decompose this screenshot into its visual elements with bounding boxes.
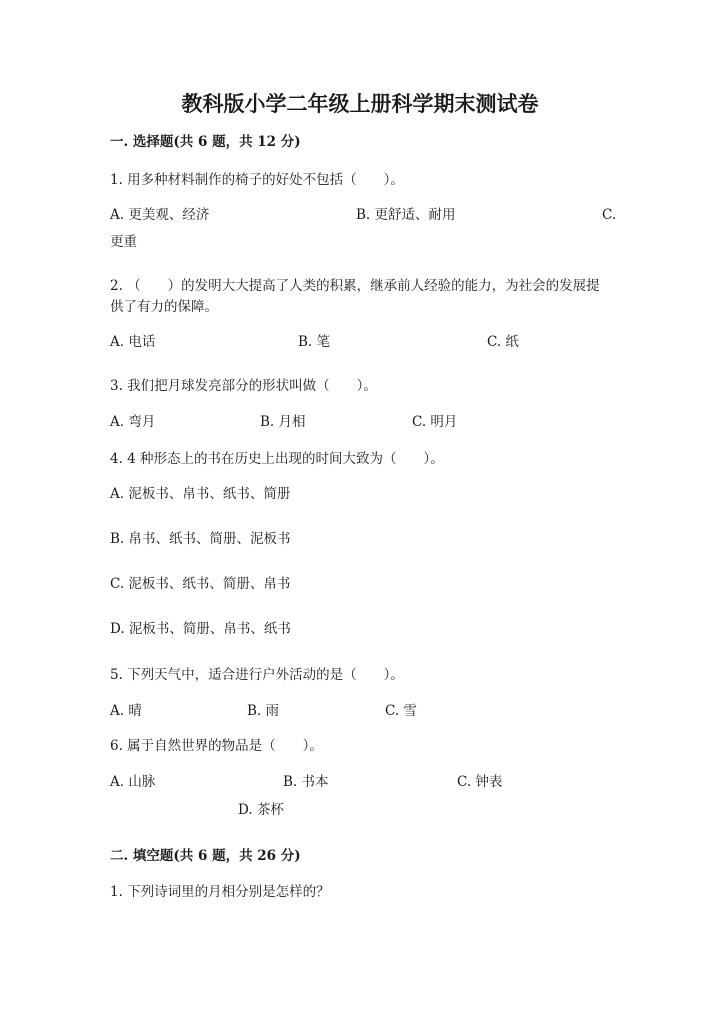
question-stem: 1. 用多种材料制作的椅子的好处不包括（ ）。 <box>110 172 404 188</box>
option: D. 泥板书、简册、帛书、纸书 <box>110 621 291 637</box>
section-header-choice: 一. 选择题(共 6 题，共 12 分) <box>110 134 301 150</box>
option: C. 钟表 <box>457 774 503 790</box>
option: C. 纸 <box>487 334 519 350</box>
option: C. 明月 <box>412 414 458 430</box>
option: A. 更美观、经济 <box>110 207 210 223</box>
option: A. 电话 <box>110 334 156 350</box>
option: B. 雨 <box>247 703 280 719</box>
option: C. <box>602 207 617 223</box>
question-stem: 6. 属于自然世界的物品是（ ）。 <box>110 738 323 754</box>
option: D. 茶杯 <box>238 802 284 818</box>
option: B. 月相 <box>260 414 306 430</box>
option: C. 泥板书、纸书、简册、帛书 <box>110 576 291 592</box>
option: A. 弯月 <box>110 414 156 430</box>
page-title: 教科版小学二年级上册科学期末测试卷 <box>181 91 539 116</box>
option: A. 晴 <box>110 703 142 719</box>
option: 更重 <box>110 234 137 250</box>
question-stem: 5. 下列天气中，适合进行户外活动的是（ ）。 <box>110 667 404 683</box>
option: B. 更舒适、耐用 <box>356 207 456 223</box>
option: A. 泥板书、帛书、纸书、简册 <box>110 486 291 502</box>
question-stem: 4. 4 种形态上的书在历史上出现的时间大致为（ ）。 <box>110 451 444 467</box>
option: B. 帛书、纸书、简册、泥板书 <box>110 531 291 547</box>
option: B. 书本 <box>283 774 329 790</box>
question-stem: 3. 我们把月球发亮部分的形状叫做（ ）。 <box>110 378 377 394</box>
question-stem: 1. 下列诗词里的月相分别是怎样的？ <box>110 884 330 900</box>
option: A. 山脉 <box>110 774 156 790</box>
question-stem: 2. （ ）的发明大大提高了人类的积累，继承前人经验的能力，为社会的发展提供了有力的保障。 <box>110 278 600 315</box>
option: B. 笔 <box>298 334 331 350</box>
section-header-fill: 二. 填空题(共 6 题，共 26 分) <box>110 848 301 864</box>
option: C. 雪 <box>385 703 417 719</box>
